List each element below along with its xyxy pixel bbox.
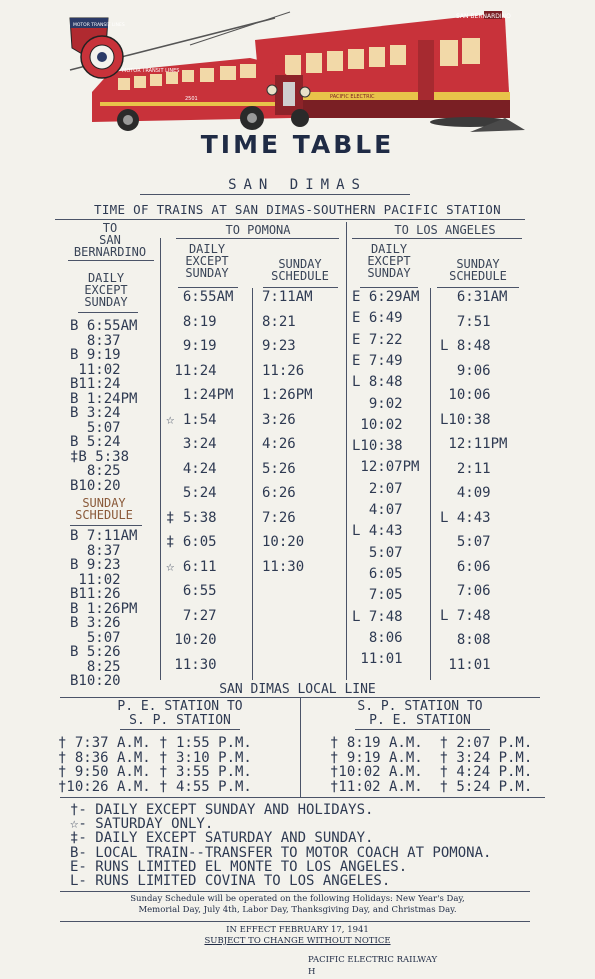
time-entry: ☆ 6:11 xyxy=(166,558,217,575)
divider xyxy=(55,219,525,220)
divider xyxy=(360,287,418,288)
time-entry: B 5:26 xyxy=(70,644,121,660)
legend-item: †- DAILY EXCEPT SUNDAY AND HOLIDAYS. xyxy=(70,802,374,818)
time-entry: 12:11PM xyxy=(440,436,508,452)
time-entry: 10:06 xyxy=(440,387,491,403)
time-entry: 5:07 xyxy=(70,419,121,436)
time-entry: 8:08 xyxy=(440,632,491,648)
sb-sunday-header: SUNDAY SCHEDULE xyxy=(75,496,133,522)
time-entry: 11:02 xyxy=(70,361,121,378)
local-time-row: † 9:19 A.M. † 3:24 P.M. xyxy=(330,749,533,766)
time-entry: 6:55AM xyxy=(166,289,234,305)
company-initial: H xyxy=(308,967,316,977)
subtitle: TIME OF TRAINS AT SAN DIMAS-SOUTHERN PACIFIC STATION xyxy=(94,202,501,217)
time-entry: 9:06 xyxy=(440,362,491,379)
time-entry: 5:26 xyxy=(262,460,296,477)
time-entry: 6:55 xyxy=(166,583,217,599)
time-entry: 7:26 xyxy=(262,509,296,526)
column-rule xyxy=(300,697,301,797)
divider xyxy=(78,312,138,313)
svg-text:PACIFIC ELECTRIC: PACIFIC ELECTRIC xyxy=(330,94,375,100)
time-entry: 7:06 xyxy=(440,583,491,599)
time-entry: 8:19 xyxy=(166,313,217,330)
change-notice: SUBJECT TO CHANGE WITHOUT NOTICE xyxy=(204,936,391,946)
time-entry: B11:24 xyxy=(70,376,121,392)
time-entry: 10:20 xyxy=(262,534,305,550)
time-entry: ‡ 5:38 xyxy=(166,509,217,526)
svg-text:2501: 2501 xyxy=(185,96,198,102)
time-entry: ☆ 1:54 xyxy=(166,411,217,428)
time-entry: 6:31AM xyxy=(440,289,508,305)
divider xyxy=(176,238,339,239)
time-entry: 11:02 xyxy=(70,571,121,588)
station-name: SAN DIMAS xyxy=(228,177,367,193)
svg-text:SAN BERNARDINO: SAN BERNARDINO xyxy=(456,13,511,20)
pomona-daily-header: DAILY EXCEPT SUNDAY xyxy=(185,242,229,280)
local-time-row: †10:02 A.M. † 4:24 P.M. xyxy=(330,764,533,780)
legend-item: E- RUNS LIMITED EL MONTE TO LOS ANGELES. xyxy=(70,858,408,875)
time-entry: B 9:19 xyxy=(70,347,121,363)
divider xyxy=(140,194,410,195)
time-entry: L10:38 xyxy=(440,411,491,428)
column-rule xyxy=(160,238,161,680)
local-right-header: S. P. STATION TO P. E. STATION xyxy=(357,699,483,728)
legend-item: L- RUNS LIMITED COVINA TO LOS ANGELES. xyxy=(70,873,391,889)
header-to-los-angeles: TO LOS ANGELES xyxy=(394,223,496,237)
divider xyxy=(60,797,545,798)
time-entry: 2:07 xyxy=(352,480,403,497)
time-entry: B 3:26 xyxy=(70,615,121,631)
local-left-header: P. E. STATION TO S. P. STATION xyxy=(117,699,243,728)
svg-text:MOTOR TRANSIT LINES: MOTOR TRANSIT LINES xyxy=(122,68,180,74)
time-entry: 2:11 xyxy=(440,460,491,477)
time-entry: L 4:43 xyxy=(440,509,491,526)
effective-date: IN EFFECT FEBRUARY 17, 1941 xyxy=(226,925,369,935)
time-entry: B 5:24 xyxy=(70,434,121,450)
header-to-san-bernardino: TO SAN BERNARDINO xyxy=(73,221,147,259)
time-entry: 8:37 xyxy=(70,542,121,559)
svg-text:MOTOR TRANSIT LINES: MOTOR TRANSIT LINES xyxy=(73,23,125,28)
divider xyxy=(355,729,490,730)
column-rule xyxy=(346,222,347,680)
time-entry: 4:26 xyxy=(262,436,296,452)
divider xyxy=(263,287,338,288)
time-entry: 7:51 xyxy=(440,313,491,330)
time-entry: 5:24 xyxy=(166,485,217,501)
time-entry: 1:24PM xyxy=(166,387,234,403)
column-rule xyxy=(252,288,253,680)
time-entry: 11:01 xyxy=(352,651,403,668)
time-entry: 7:11AM xyxy=(262,289,313,305)
time-entry: 5:07 xyxy=(70,629,121,646)
local-time-row: †10:26 A.M. † 4:55 P.M. xyxy=(58,778,252,795)
time-entry: 7:05 xyxy=(352,587,403,604)
divider xyxy=(437,287,519,288)
time-entry: 7:27 xyxy=(166,607,217,624)
time-entry: 3:24 xyxy=(166,436,217,452)
divider xyxy=(352,238,522,239)
time-entry: L 8:48 xyxy=(352,374,403,391)
time-entry: 9:02 xyxy=(352,395,403,412)
local-time-row: †11:02 A.M. † 5:24 P.M. xyxy=(330,778,533,795)
time-entry: E 6:49 xyxy=(352,310,403,327)
time-entry: 9:23 xyxy=(262,338,296,354)
time-entry: B10:20 xyxy=(70,477,121,494)
time-entry: 6:06 xyxy=(440,558,491,575)
local-line-title: SAN DIMAS LOCAL LINE xyxy=(219,682,376,697)
time-entry: L 7:48 xyxy=(440,607,491,624)
page-title: TIME TABLE xyxy=(200,130,395,159)
divider xyxy=(120,729,240,730)
time-entry: 8:25 xyxy=(70,658,121,675)
divider xyxy=(70,525,142,526)
time-entry: 6:26 xyxy=(262,485,296,501)
company-name: PACIFIC ELECTRIC RAILWAY xyxy=(308,955,438,965)
local-time-row: † 7:37 A.M. † 1:55 P.M. xyxy=(58,735,252,751)
time-entry: 10:20 xyxy=(166,632,217,648)
divider xyxy=(60,891,530,892)
time-entry: B10:20 xyxy=(70,673,121,689)
time-entry: B 9:23 xyxy=(70,557,121,573)
la-sunday-header: SUNDAY SCHEDULE xyxy=(449,257,507,283)
time-entry: L 4:43 xyxy=(352,523,403,540)
time-entry: 8:21 xyxy=(262,313,296,330)
divider xyxy=(60,921,530,922)
time-entry: L 7:48 xyxy=(352,608,403,625)
time-entry: 8:37 xyxy=(70,332,121,349)
time-entry: 11:30 xyxy=(166,656,217,673)
time-entry: 8:25 xyxy=(70,463,121,479)
time-entry: E 7:22 xyxy=(352,331,403,348)
time-entry: B11:26 xyxy=(70,586,121,602)
time-entry: B 6:55AM xyxy=(70,318,138,334)
time-entry: B 1:26PM xyxy=(70,600,138,617)
time-entry: B 1:24PM xyxy=(70,390,138,407)
time-entry: ‡ 6:05 xyxy=(166,534,217,550)
local-time-row: † 8:19 A.M. † 2:07 P.M. xyxy=(330,735,533,751)
divider xyxy=(178,287,238,288)
time-entry: E 6:29AM xyxy=(352,289,420,305)
time-entry: 11:26 xyxy=(262,362,305,379)
local-time-row: † 8:36 A.M. † 3:10 P.M. xyxy=(58,749,252,766)
time-entry: 5:07 xyxy=(352,544,403,561)
time-entry: 4:09 xyxy=(440,485,491,501)
time-entry: B 7:11AM xyxy=(70,528,138,544)
time-entry: L10:38 xyxy=(352,438,403,455)
pomona-sunday-header: SUNDAY SCHEDULE xyxy=(271,257,329,283)
time-entry: E 7:49 xyxy=(352,352,403,369)
time-entry: 5:07 xyxy=(440,534,491,550)
holiday-note: Sunday Schedule will be operated on the following Holidays: New Year's Day, Memorial Day, July 4th, Labor Day, Thanksgiving Day, and Christmas Day. xyxy=(130,894,465,915)
divider xyxy=(68,260,154,261)
time-entry: 11:01 xyxy=(440,656,491,673)
time-entry: 11:24 xyxy=(166,362,217,379)
sb-daily-header: DAILY EXCEPT SUNDAY xyxy=(84,271,128,309)
time-entry: L 8:48 xyxy=(440,338,491,354)
time-entry: 4:24 xyxy=(166,460,217,477)
time-entry: 3:26 xyxy=(262,411,296,428)
time-entry: 9:19 xyxy=(166,338,217,354)
legend-item: ☆- SATURDAY ONLY. xyxy=(70,816,214,833)
time-entry: 1:26PM xyxy=(262,387,313,403)
legend-item: ‡- DAILY EXCEPT SATURDAY AND SUNDAY. xyxy=(70,830,374,847)
la-daily-header: DAILY EXCEPT SUNDAY xyxy=(367,242,411,280)
time-entry: B 3:24 xyxy=(70,405,121,421)
time-entry: 12:07PM xyxy=(352,459,420,476)
column-rule xyxy=(430,288,431,680)
time-entry: 8:06 xyxy=(352,629,403,646)
legend-item: B- LOCAL TRAIN--TRANSFER TO MOTOR COACH AT POMONA. xyxy=(70,844,492,861)
time-entry: 6:05 xyxy=(352,565,403,582)
time-entry: 10:02 xyxy=(352,416,403,433)
time-entry: 11:30 xyxy=(262,558,305,575)
time-entry: ‡B 5:38 xyxy=(70,448,130,465)
local-time-row: † 9:50 A.M. † 3:55 P.M. xyxy=(58,764,252,780)
header-to-pomona: TO POMONA xyxy=(225,223,291,237)
time-entry: 4:07 xyxy=(352,502,403,518)
